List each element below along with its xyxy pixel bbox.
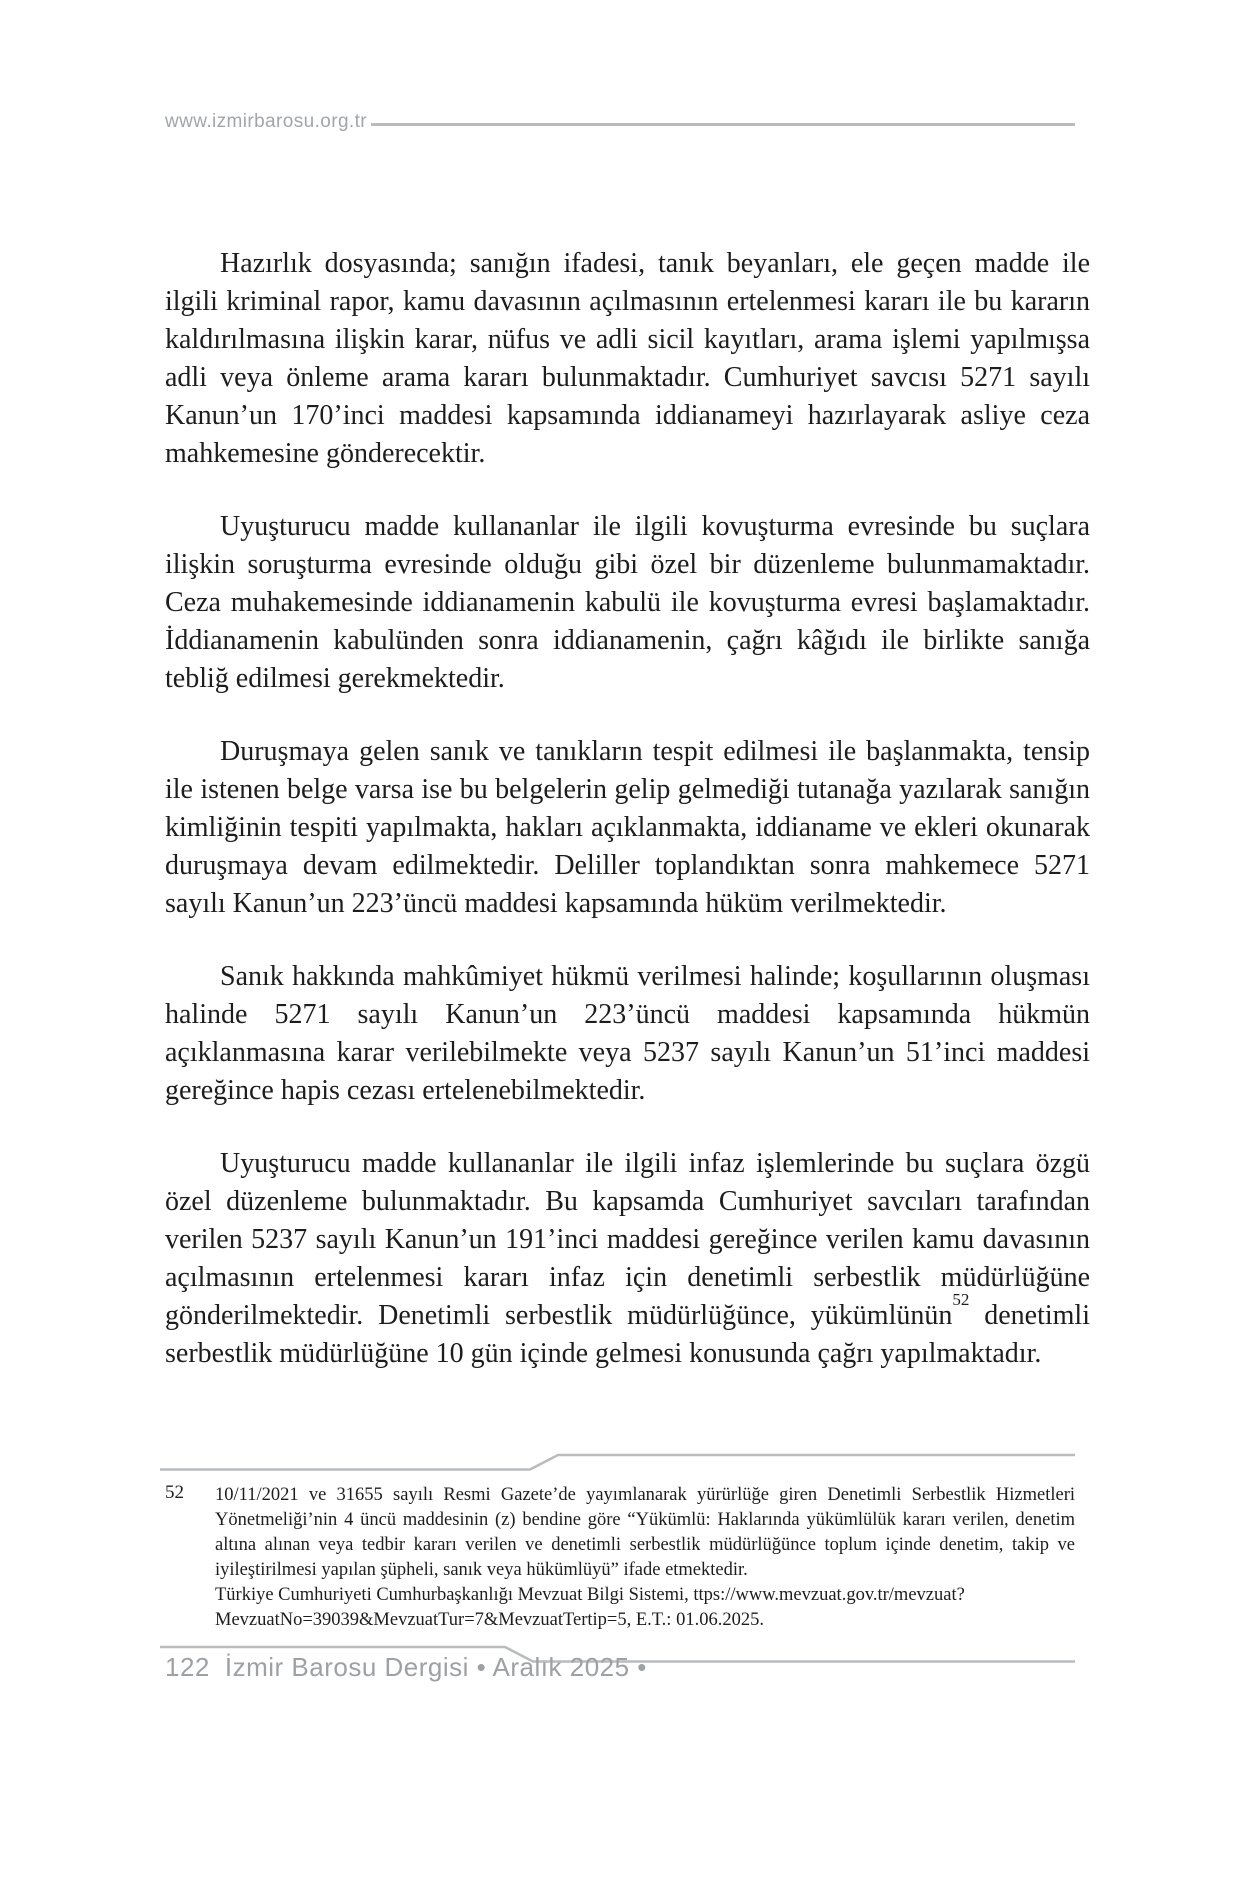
footnote-text-line1: 10/11/2021 ve 31655 sayılı Resmi Gazete’de yayımlanarak yürürlüğe giren Denetimli Serbestlik Hizmetleri Yönetmeliği’nin 4 üncü maddesinin (z) bendine göre “Yükümlü: Haklarında yükümlülük kararı verilen, denetim altına alınan veya tedbir kararı verilen ve denetimli serbestlik müdürlüğünce toplum içinde denetim, takip ve iyileştirilmesi yapılan şüpheli, sanık veya hükümlüyü” ifade etmektedir. (215, 1485, 1075, 1580)
paragraph-5-text: Uyuşturucu madde kullananlar ile ilgili infaz işlemlerinde bu suçlara özgü özel düzenleme bulunmaktadır. Bu kapsamda Cumhuriyet savcıları tarafından verilen 5237 sayılı Kanun’un 191’inci maddesi gereğince verilen kamu davasının açılmasının ertelenmesi kararı infaz için denetimli serbestlik müdürlüğüne gönderilmektedir. Denetimli serbestlik müdürlüğünce, yükümlünün (165, 1148, 1090, 1331)
paragraph-5 (165, 1145, 1090, 1373)
paragraph-3: Duruşmaya gelen sanık ve tanıkların tespit edilmesi ile başlanmakta, tensip ile istenen belge varsa ise bu belgelerin gelip gelmediği tutanağa yazılarak sanığın kimliğinin tespiti yapılmakta, hakları açıklanmakta, iddianame ve ekleri okunarak duruşmaya devam edilmektedir. Deliller toplandıktan sonra mahkemece 5271 sayılı Kanun’un 223’üncü maddesi kapsamında hüküm verilmektedir. (165, 736, 1090, 919)
header-url: www.izmirbarosu.org.tr (165, 111, 368, 132)
footnote-divider (160, 1451, 1076, 1473)
page-footer (165, 1652, 647, 1682)
footnote-marker: 52 (165, 1482, 184, 1503)
paragraph-5-text-after: denetimli serbestlik müdürlüğüne 10 gün içinde gelmesi konusunda çağrı yapılmaktadır. (165, 1300, 1090, 1369)
journal-title: İzmir Barosu Dergisi • Aralık 2025 • (224, 1651, 647, 1682)
footnote-text (215, 1483, 1075, 1633)
footnote-text-line2: Türkiye Cumhuriyeti Cumhurbaşkanlığı Mevzuat Bilgi Sistemi, ttps://www.mevzuat.gov.tr/mevzuat?MevzuatNo=39039&MevzuatTur=7&MevzuatTertip=5, E.T.: 01.06.2025. (215, 1585, 965, 1630)
paragraph-2: Uyuşturucu madde kullananlar ile ilgili kovuşturma evresinde bu suçlara ilişkin soruşturma evresinde olduğu gibi özel bir düzenleme bulunmamaktadır. Ceza muhakemesinde iddianamenin kabulü ile kovuşturma evresi başlamaktadır. İddianamenin kabulünden sonra iddianamenin, çağrı kâğıdı ile birlikte sanığa tebliğ edilmesi gerekmektedir. (165, 511, 1090, 694)
footnote-52 (165, 1483, 1075, 1633)
header-rule (371, 123, 1075, 126)
article-body (165, 245, 1090, 1373)
paragraph-1: Hazırlık dosyasında; sanığın ifadesi, tanık beyanları, ele geçen madde ile ilgili kriminal rapor, kamu davasının açılmasının ertelenmesi kararı ile bu kararın kaldırılmasına ilişkin karar, nüfus ve adli sicil kayıtları, arama işlemi yapılmışsa adli veya önleme arama kararı bulunmaktadır. Cumhuriyet savcısı 5271 sayılı Kanun’un 170’inci maddesi kapsamında iddianameyi hazırlayarak asliye ceza mahkemesine gönderecektir. (165, 248, 1090, 469)
footnote-reference-52: 52 (952, 1289, 970, 1309)
page-header (165, 110, 1075, 134)
paragraph-4: Sanık hakkında mahkûmiyet hükmü verilmesi halinde; koşullarının oluşması halinde 5271 sayılı Kanun’un 223’üncü maddesi kapsamında hükmün açıklanmasına karar verilebilmekte veya 5237 sayılı Kanun’un 51’inci maddesi gereğince hapis cezası ertelenebilmektedir. (165, 961, 1090, 1106)
page-number: 122 (165, 1651, 210, 1682)
